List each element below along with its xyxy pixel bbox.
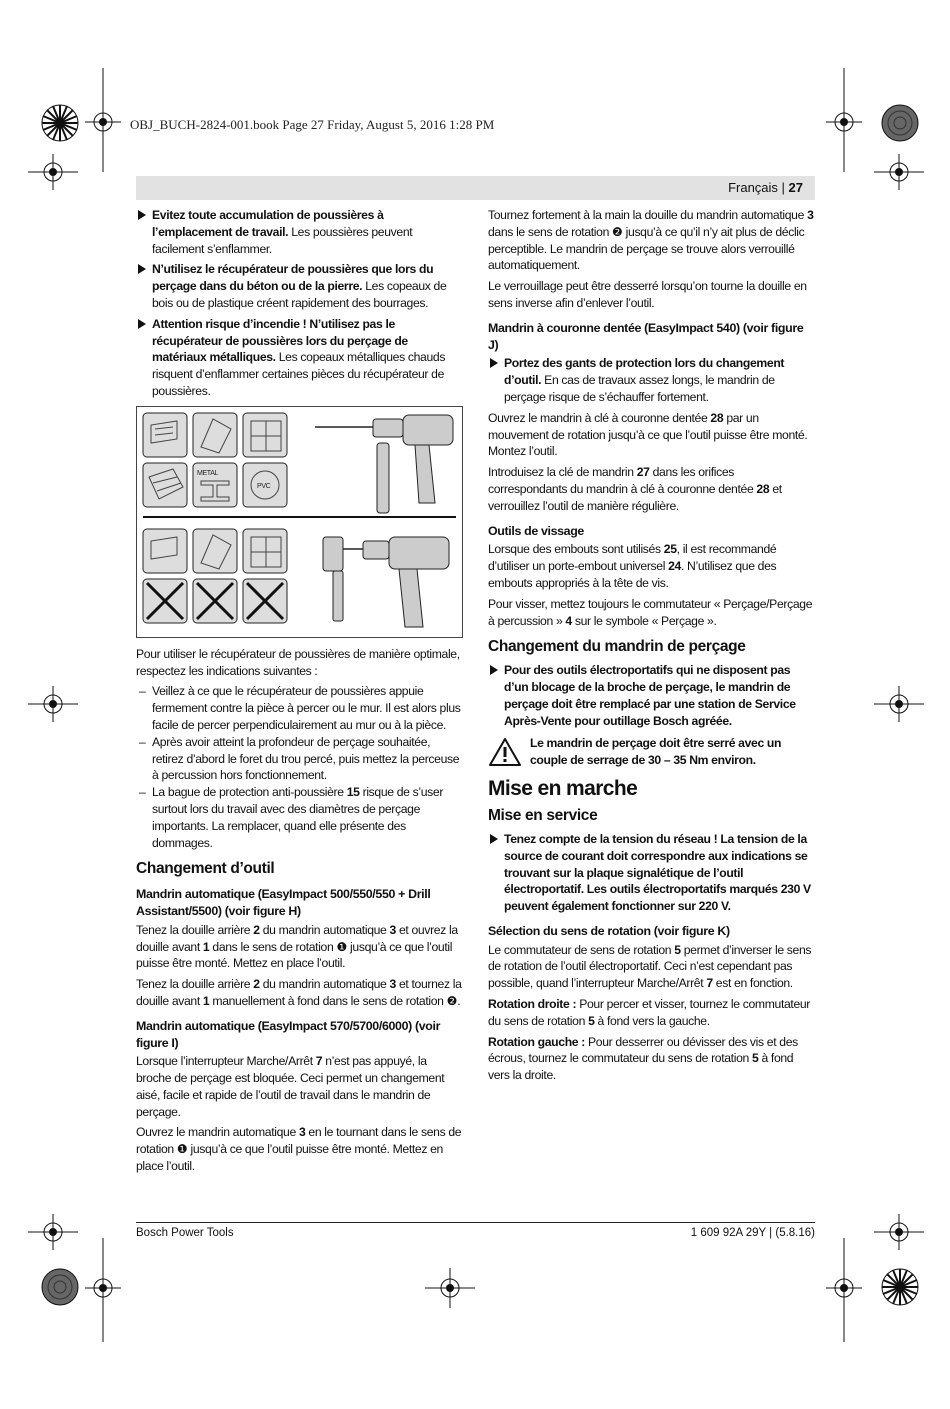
crosshair-mark-bottom-right [826,1238,862,1342]
bullet-text: Les copeaux de bois ou de plastique créent rapidement des bourrages. [152,279,447,310]
material-drill-diagram [137,407,462,637]
paragraph-rotation-switch: Le commutateur de sens de rotation 5 permet d’inverser le sens de rotation de l’outil électroportatif. Ceci n’est cependant pas possible, quand l’interrupteur Marche/Arrêt 7 est en fonction. [488,942,812,991]
paragraph-right-rotation: Rotation droite : Pour percer et visser, tournez le commutateur du sens de rotation 5 à fond vers la gauche. [488,997,811,1028]
safety-bullet-gloves [488,355,815,405]
safety-bullet-mains-voltage [488,831,815,915]
page-header-label: Français | 27 [728,180,803,195]
crosshair-mark-right-upper [874,154,924,190]
dash-text: risque de s’user surtout lors du travail avec des diamètres de perçage importants. La remplacer, quand elle présente des dommages. [152,785,444,850]
footer-doc-number: 1 609 92A 29Y | (5.8.16) [690,1227,815,1239]
bullet-text: En cas de travaux assez longs, le mandrin de perçage risque de s’échauffer fortement. [504,373,775,404]
heading-auto-chuck-1: Mandrin automatique (EasyImpact 500/550/550 + Drill Assistant/5500) (voir figure H) [136,887,431,918]
paragraph-tighten-chuck: Tournez fortement à la main la douille du mandrin automatique 3 dans le sens de rotation ❷ jusqu’à ce qu’il n’y ait plus de déclic perceptible. Le mandrin de perçage se trouve alors verrouillé automatiquement. [488,208,814,273]
print-job-header: OBJ_BUCH-2824-001.book Page 27 Friday, August 5, 2016 1:28 PM [130,117,495,132]
page-header-bar [136,176,815,200]
heading-initial-operation: Mise en service [488,807,598,825]
torque-warning [488,735,815,769]
heading-start-up: Mise en marche [488,777,638,801]
metal-label: METAL [197,469,219,477]
heading-tool-change: Changement d’outil [136,860,275,878]
drill-top-drawing [315,415,453,513]
bullet-arrow-icon [138,210,146,220]
warning-text: Le mandrin de perçage doit être serré avec un couple de serrage de 30 – 35 Nm environ. [530,736,782,768]
bullet-text: Les poussières peuvent facilement s’enflammer. [152,224,413,256]
warning-triangle-icon [488,737,522,767]
crosshair-mark-top-left [85,68,121,172]
safety-bullet-dust-accumulation [136,207,463,257]
heading-screwdriving-tools: Outils de vissage [488,523,584,538]
footer-rule [136,1222,815,1223]
paragraph-auto-chuck-open: Tenez la douille arrière 2 du mandrin automatique 3 et ouvrez la douille avant 1 dans le sens de rotation ❶ jusqu’à ce que l’outil puisse être monté. Mettez en place l’outil. [136,922,458,971]
bullet-bold-text: Portez des gants de protection lors du changement d’outil. [504,356,785,388]
registration-mark-top-left [35,98,85,148]
bullet-bold-text: Tenez compte de la tension du réseau ! La tension de la source de courant doit correspondre aux indications se trouvant sur la plaque signalétique de l’outil électroportatif. Les outils électroportatifs marqués 230 V peuvent également fonctionner sur 220 V. [504,831,811,914]
safety-bullet-dust-extractor-use [136,261,463,311]
language-label: Français [728,180,778,195]
crosshair-mark-top-right [826,68,862,172]
crosshair-mark-left-lower [28,1214,78,1250]
crosshair-mark-bottom-left [85,1238,121,1342]
safety-bullet-service-station [488,662,815,729]
crosshair-mark-bottom-center [425,1268,475,1308]
dust-tip-2: – Après avoir atteint la profondeur de perçage souhaitée, retirez d’abord le foret du trou percé, puis mettez la perceuse à percussion hors fonctionnement. [139,734,460,783]
heading-auto-chuck-2: Mandrin automatique (EasyImpact 570/5700/6000) (voir figure I) [136,1018,441,1050]
bullet-arrow-icon [490,358,498,368]
registration-mark-bottom-left [35,1262,85,1312]
crosshair-mark-left-upper [28,154,78,190]
drill-with-dust-extractor-drawing [323,537,449,627]
bullet-bold-text: Attention risque d’incendie ! N’utilisez pas le récupérateur de poussières lors du perçage de matériaux métalliques. [152,316,408,365]
bullet-bold-text: Pour des outils électroportatifs qui ne disposent pas d’un blocage de la broche de perçage, le mandrin de perçage doit être remplacé par une station de Service Après-Vente pour outillage Bosch agréée. [504,663,796,728]
paragraph-open-keyed-chuck: Ouvrez le mandrin à clé à couronne dentée 28 par un mouvement de rotation jusqu’à ce que l’outil puisse être monté. Montez l’outil. [488,410,808,459]
crosshair-mark-right-lower [874,1214,924,1250]
paragraph-left-rotation: Rotation gauche : Pour desserrer ou dévisser des vis et des écrous, tournez le commutateur du sens de rotation 5 à fond vers la droite. [488,1034,798,1083]
crosshair-mark-right-middle [874,686,924,722]
page-number: 27 [788,180,803,195]
bullet-bold-text: N’utilisez le récupérateur de poussières que lors du perçage dans du béton ou de la pierre. [152,262,434,294]
registration-mark-top-right [875,98,925,148]
heading-keyed-chuck: Mandrin à couronne dentée (EasyImpact 540) (voir figure J) [488,320,804,352]
dust-extractor-illustration [136,406,463,638]
footer-brand: Bosch Power Tools [136,1227,234,1239]
part-number: 15 [346,785,360,800]
dust-extractor-intro: Pour utiliser le récupérateur de poussières de manière optimale, respectez les indications suivantes : [136,646,460,678]
bullet-text: Les copeaux métalliques chauds risquent d’enflammer certaines pièces du récupérateur de poussières. [152,350,446,398]
bullet-arrow-icon [138,264,146,274]
paragraph-chuck-key: Introduisez la clé de mandrin 27 dans les orifices correspondants du mandrin à clé à couronne dentée 28 et verrouillez l’outil de manière régulière. [488,465,782,513]
dash-text: Après avoir atteint la profondeur de perçage souhaitée, retirez d’abord le foret du trou percé, puis mettez la perceuse à percussion hors fonctionnement. [152,734,460,783]
paragraph-release-lock: Le verrouillage peut être desserré lorsqu’on tourne la douille en sens inverse afin d’enlever l’outil. [488,279,807,310]
heading-chuck-change: Changement du mandrin de perçage [488,638,746,656]
dust-tip-3: – La bague de protection anti-poussière 15 risque de s’user surtout lors du travail avec des diamètres de perçage importants. La remplacer, quand elle présente des dommages. [139,785,444,850]
safety-bullet-fire-risk [136,316,463,400]
paragraph-open-auto-chuck: Ouvrez le mandrin automatique 3 en le tournant dans le sens de rotation ❶ jusqu’à ce que l’outil puisse être monté. Mettez en place l’outil. [136,1125,462,1174]
paragraph-bits: Lorsque des embouts sont utilisés 25, il est recommandé d’utiliser un porte-embout universel 24. N’utilisez que des embouts appropriés à la tête de vis. [488,542,777,590]
crosshair-mark-left-middle [28,686,78,722]
paragraph-screwdriving-mode: Pour visser, mettez toujours le commutateur « Perçage/Perçage à percussion » 4 sur le symbole « Perçage ». [488,596,813,628]
right-column [488,207,815,1088]
dash-text: La bague de protection anti-poussière [152,785,347,800]
dash-text: Veillez à ce que le récupérateur de poussières appuie fermement contre la pièce à percer ou le mur. Il est alors plus facile de percer perpendiculairement au mur ou à la pièce. [152,684,461,732]
dust-tip-1: – Veillez à ce que le récupérateur de poussières appuie fermement contre la pièce à percer ou le mur. Il est alors plus facile de percer perpendiculairement au mur ou à la pièce. [139,684,461,732]
registration-mark-bottom-right [875,1262,925,1312]
bullet-arrow-icon [490,665,498,675]
bullet-arrow-icon [490,834,498,844]
paragraph-spindle-lock: Lorsque l’interrupteur Marche/Arrêt 7 n’est pas appuyé, la broche de perçage est bloquée. Ceci permet un changement aisé, facile et rapide de l’outil de travail dans le mandrin de perçage. [136,1054,445,1119]
pvc-label: PVC [257,482,271,490]
allowed-materials-top [143,413,287,507]
paragraph-auto-chuck-close: Tenez la douille arrière 2 du mandrin automatique 3 et tournez la douille avant 1 manuellement à fond dans le sens de rotation ❷. [136,977,462,1008]
left-column [136,207,463,1179]
bullet-bold-text: Evitez toute accumulation de poussières à l’emplacement de travail. [152,208,384,239]
heading-rotation-selection: Sélection du sens de rotation (voir figure K) [488,923,730,938]
bullet-arrow-icon [138,319,146,329]
